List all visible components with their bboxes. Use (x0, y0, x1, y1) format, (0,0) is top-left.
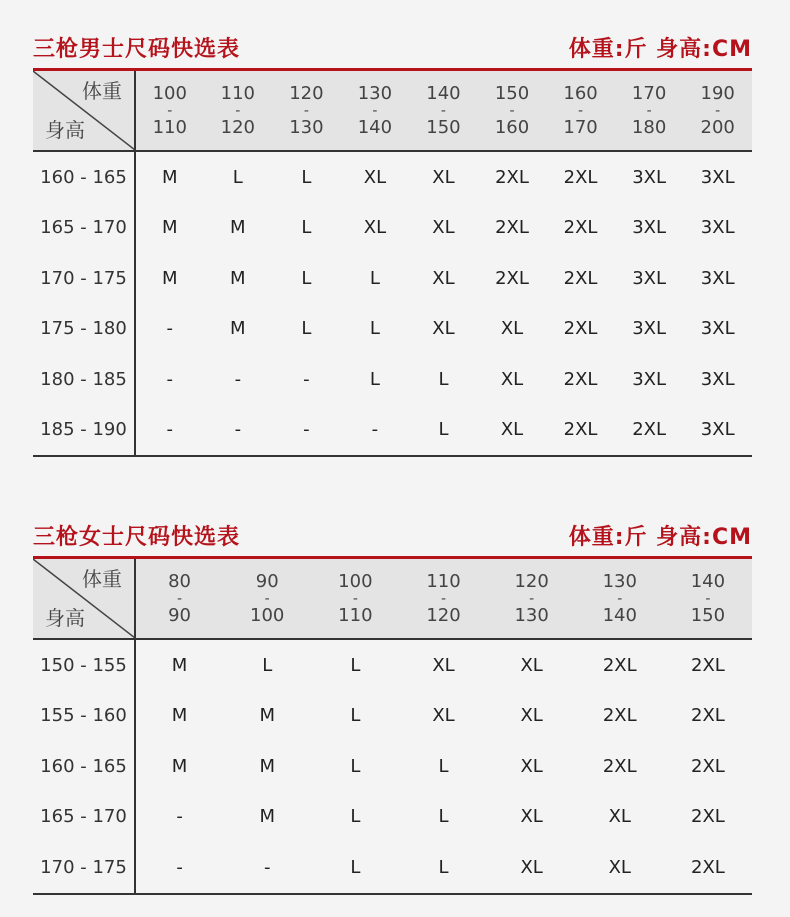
size-cell: - (272, 405, 341, 457)
size-cell: 2XL (602, 654, 637, 676)
weight-range-min: 140 (426, 82, 461, 104)
men-title-row (33, 28, 752, 71)
size-cell: L (350, 705, 361, 727)
weight-range-header (311, 559, 399, 639)
size-cell: M (230, 318, 246, 340)
size-cell: 2XL (563, 368, 598, 390)
range-dash: - (303, 102, 309, 119)
weight-range-header (204, 71, 273, 151)
weight-range-min: 170 (631, 82, 667, 104)
size-cell: 3XL (632, 267, 666, 289)
size-cell: M (259, 755, 275, 777)
height-range-cell: 165 - 170 (33, 203, 135, 254)
size-cell: L (409, 405, 478, 457)
weight-range-min: 120 (514, 570, 549, 592)
size-cell: XL (432, 217, 455, 239)
height-range-cell: 170 - 175 (33, 842, 135, 894)
size-cell: 2XL (691, 654, 725, 676)
size-cell: M (259, 705, 275, 727)
weight-range-max: 130 (289, 116, 324, 138)
height-range-cell: 185 - 190 (33, 405, 135, 457)
weight-range-max: 180 (631, 116, 667, 138)
size-cell: M (162, 166, 178, 188)
height-range-cell: 160 - 165 (33, 151, 135, 203)
size-cell: 3XL (700, 166, 735, 188)
men-size-table (33, 71, 752, 457)
weight-range-max: 100 (250, 604, 285, 626)
size-cell: - (303, 368, 310, 390)
size-cell: XL (520, 755, 543, 777)
size-cell: L (369, 368, 380, 390)
table-row (33, 203, 752, 254)
size-cell: XL (363, 166, 387, 188)
women-title-row (33, 516, 752, 559)
women-units-label: 体重:斤 身高:CM (568, 525, 752, 550)
size-cell: L (311, 842, 399, 894)
size-cell: 2XL (563, 267, 598, 289)
range-dash: - (235, 102, 241, 119)
size-cell: - (234, 368, 242, 390)
size-cell: L (301, 318, 312, 340)
weight-axis-label: 体重 (82, 79, 122, 103)
weight-range-header (272, 71, 341, 151)
weight-range-min: 100 (152, 82, 187, 104)
size-cell: L (438, 806, 449, 828)
weight-range-min: 110 (220, 82, 255, 104)
range-dash: - (177, 590, 183, 607)
size-cell: 2XL (563, 318, 598, 340)
size-cell: L (369, 267, 380, 289)
size-cell: XL (520, 806, 543, 828)
size-cell: 3XL (632, 166, 666, 188)
height-range-cell: 180 - 185 (33, 354, 135, 405)
women-size-table (33, 559, 752, 895)
size-cell: L (232, 166, 243, 188)
size-cell: M (171, 705, 188, 727)
size-cell: XL (432, 267, 455, 289)
size-cell: XL (432, 705, 455, 727)
size-cell: XL (432, 318, 455, 340)
size-cell: XL (520, 654, 543, 676)
weight-range-max: 140 (602, 604, 637, 626)
weight-range-max: 110 (338, 604, 373, 626)
size-cell: L (301, 267, 312, 289)
height-range-cell: 150 - 155 (33, 639, 135, 691)
size-cell: - (135, 842, 223, 894)
size-cell: L (301, 217, 312, 239)
size-cell: 2XL (691, 755, 725, 777)
size-cell: 3XL (700, 318, 735, 340)
weight-range-header (135, 71, 204, 151)
weight-range-min: 140 (690, 570, 726, 592)
size-cell: XL (500, 318, 524, 340)
size-cell: 2XL (495, 267, 529, 289)
table-row (33, 304, 752, 355)
range-dash: - (715, 102, 721, 119)
size-cell: M (171, 755, 188, 777)
weight-range-max: 140 (357, 116, 393, 138)
women-chart-title: 三枪女士尺码快选表 (33, 525, 241, 550)
size-cell: - (204, 405, 273, 457)
size-cell: L (262, 654, 273, 676)
size-cell: 3XL (683, 405, 752, 457)
weight-range-max: 150 (690, 604, 726, 626)
range-dash: - (705, 590, 711, 607)
weight-range-max: 110 (152, 116, 187, 138)
size-cell: M (162, 267, 178, 289)
size-cell: XL (488, 842, 576, 894)
size-cell: M (259, 806, 275, 828)
size-cell: XL (478, 405, 547, 457)
table-row (33, 639, 752, 691)
men-size-section (33, 28, 752, 457)
weight-range-header (615, 71, 684, 151)
weight-range-header (135, 559, 223, 639)
table-row (33, 151, 752, 203)
women-size-section (33, 516, 752, 895)
range-dash: - (372, 102, 378, 119)
height-axis-label: 身高 (45, 606, 85, 630)
range-dash: - (646, 102, 652, 119)
weight-range-min: 120 (289, 82, 324, 104)
weight-range-header (576, 559, 664, 639)
weight-range-max: 200 (700, 116, 735, 138)
size-cell: 2XL (691, 705, 725, 727)
weight-range-min: 160 (563, 82, 598, 104)
men-units-label: 体重:斤 身高:CM (568, 37, 752, 62)
size-cell: 2XL (563, 217, 598, 239)
men-corner-cell (33, 71, 135, 151)
size-cell: L (438, 368, 449, 390)
weight-range-max: 150 (426, 116, 461, 138)
size-cell: M (230, 267, 246, 289)
weight-range-min: 130 (602, 570, 637, 592)
weight-range-header (683, 71, 752, 151)
size-cell: L (350, 806, 361, 828)
women-corner-cell (33, 559, 135, 639)
size-cell: 2XL (495, 217, 529, 239)
size-cell: 2XL (546, 405, 615, 457)
range-dash: - (440, 590, 447, 607)
table-row (33, 253, 752, 304)
range-dash: - (578, 102, 584, 119)
range-dash: - (617, 590, 623, 607)
size-cell: M (162, 217, 178, 239)
weight-range-min: 90 (255, 570, 279, 592)
size-cell: 2XL (563, 166, 598, 188)
size-cell: - (135, 405, 204, 457)
size-cell: XL (608, 806, 631, 828)
range-dash: - (167, 102, 173, 119)
weight-range-min: 190 (700, 82, 735, 104)
size-cell: XL (520, 705, 543, 727)
weight-range-max: 120 (426, 604, 461, 626)
size-cell: 2XL (615, 405, 684, 457)
men-table-body (33, 151, 752, 456)
size-cell: L (301, 166, 312, 188)
size-cell: 2XL (691, 806, 725, 828)
weight-range-min: 100 (338, 570, 373, 592)
size-cell: 3XL (700, 267, 735, 289)
range-dash: - (529, 590, 535, 607)
weight-axis-label: 体重 (82, 567, 122, 591)
size-cell: L (350, 755, 361, 777)
height-range-cell: 165 - 170 (33, 792, 135, 843)
table-row (33, 792, 752, 843)
weight-range-min: 80 (168, 570, 192, 592)
size-cell: XL (432, 166, 455, 188)
table-row (33, 405, 752, 457)
weight-range-min: 110 (426, 570, 461, 592)
size-cell: - (341, 405, 410, 457)
weight-range-header (546, 71, 615, 151)
table-row (33, 354, 752, 405)
weight-range-min: 150 (494, 82, 530, 104)
range-dash: - (352, 590, 358, 607)
size-cell: 3XL (700, 217, 735, 239)
weight-range-max: 120 (220, 116, 255, 138)
women-table-body (33, 639, 752, 894)
weight-range-max: 90 (168, 604, 192, 626)
size-cell: - (166, 368, 174, 390)
size-cell: M (230, 217, 246, 239)
weight-range-header (399, 559, 487, 639)
women-header-row (33, 559, 752, 639)
size-cell: XL (500, 368, 524, 390)
weight-range-max: 170 (563, 116, 598, 138)
men-header-row (33, 71, 752, 151)
height-range-cell: 160 - 165 (33, 741, 135, 792)
height-axis-label: 身高 (45, 118, 85, 142)
size-cell: 3XL (632, 217, 666, 239)
range-dash: - (509, 102, 515, 119)
size-cell: - (176, 806, 183, 828)
weight-range-header (664, 559, 752, 639)
table-row (33, 842, 752, 894)
size-cell: L (399, 842, 487, 894)
size-cell: 2XL (495, 166, 529, 188)
size-cell: 2XL (602, 705, 637, 727)
weight-range-max: 160 (494, 116, 530, 138)
table-row (33, 691, 752, 742)
table-row (33, 741, 752, 792)
size-cell: - (166, 318, 174, 340)
height-range-cell: 175 - 180 (33, 304, 135, 355)
men-chart-title: 三枪男士尺码快选表 (33, 37, 241, 62)
size-cell: L (438, 755, 449, 777)
size-cell: 2XL (664, 842, 752, 894)
size-cell: 3XL (632, 368, 666, 390)
weight-range-max: 130 (514, 604, 549, 626)
range-dash: - (264, 590, 270, 607)
range-dash: - (440, 102, 446, 119)
size-cell: XL (363, 217, 387, 239)
weight-range-header (478, 71, 547, 151)
size-cell: 3XL (700, 368, 735, 390)
height-range-cell: 155 - 160 (33, 691, 135, 742)
size-cell: 2XL (602, 755, 637, 777)
size-cell: - (223, 842, 311, 894)
size-cell: 3XL (632, 318, 666, 340)
weight-range-min: 130 (357, 82, 393, 104)
size-cell: XL (576, 842, 664, 894)
size-cell: L (350, 654, 361, 676)
weight-range-header (341, 71, 410, 151)
weight-range-header (488, 559, 576, 639)
size-cell: M (171, 654, 188, 676)
size-cell: L (369, 318, 380, 340)
size-cell: XL (432, 654, 455, 676)
weight-range-header (409, 71, 478, 151)
height-range-cell: 170 - 175 (33, 253, 135, 304)
weight-range-header (223, 559, 311, 639)
